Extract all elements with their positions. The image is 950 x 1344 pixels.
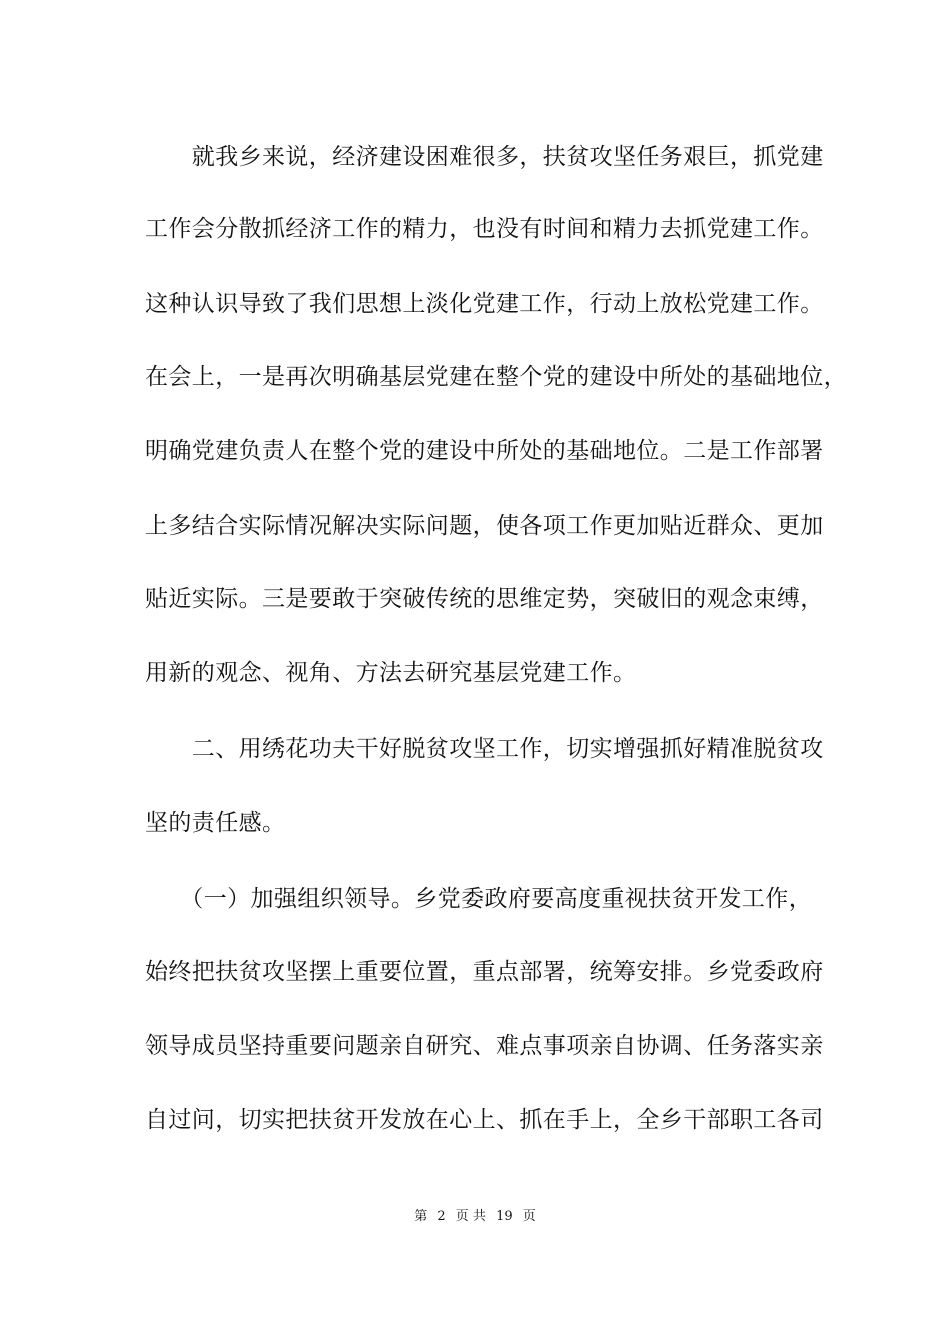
footer-current-page: 2 [437,1209,446,1224]
page-footer [0,1208,950,1226]
paragraph-line: 坚的责任感。 [145,810,286,836]
footer-total-pages: 19 [496,1209,513,1224]
paragraph-line: 这种认识导致了我们思想上淡化党建工作，行动上放松党建工作。 [145,291,824,317]
footer-middle: 页 共 [455,1209,486,1224]
paragraph-line: 始终把扶贫攻坚摆上重要位置，重点部署，统筹安排。乡党委政府 [145,959,824,985]
footer-suffix: 页 [522,1209,536,1224]
footer-prefix: 第 [414,1209,428,1224]
paragraph-line: 贴近实际。三是要敢于突破传统的思维定势，突破旧的观念束缚， [145,586,824,612]
paragraph-line: 领导成员坚持重要问题亲自研究、难点事项亲自协调、任务落实亲 [145,1033,824,1059]
paragraph-line: 在会上，一是再次明确基层党建在整个党的建设中所处的基础地位， [145,364,847,390]
paragraph-line: 用新的观念、视角、方法去研究基层党建工作。 [145,660,637,686]
paragraph-line: 二、用绣花功夫干好脱贫攻坚工作，切实增强抓好精准脱贫攻 [145,736,824,762]
paragraph-line: 上多结合实际情况解决实际问题，使各项工作更加贴近群众、更加 [145,513,824,539]
paragraph-line: 工作会分散抓经济工作的精力，也没有时间和精力去抓党建工作。 [145,216,824,242]
paragraph-line: 就我乡来说，经济建设困难很多，扶贫攻坚任务艰巨，抓党建 [145,144,824,170]
paragraph-line: （一）加强组织领导。乡党委政府要高度重视扶贫开发工作， [145,886,813,912]
paragraph-line: 自过问，切实把扶贫开发放在心上、抓在手上，全乡干部职工各司 [145,1107,824,1133]
paragraph-line: 明确党建负责人在整个党的建设中所处的基础地位。二是工作部署 [145,438,824,464]
